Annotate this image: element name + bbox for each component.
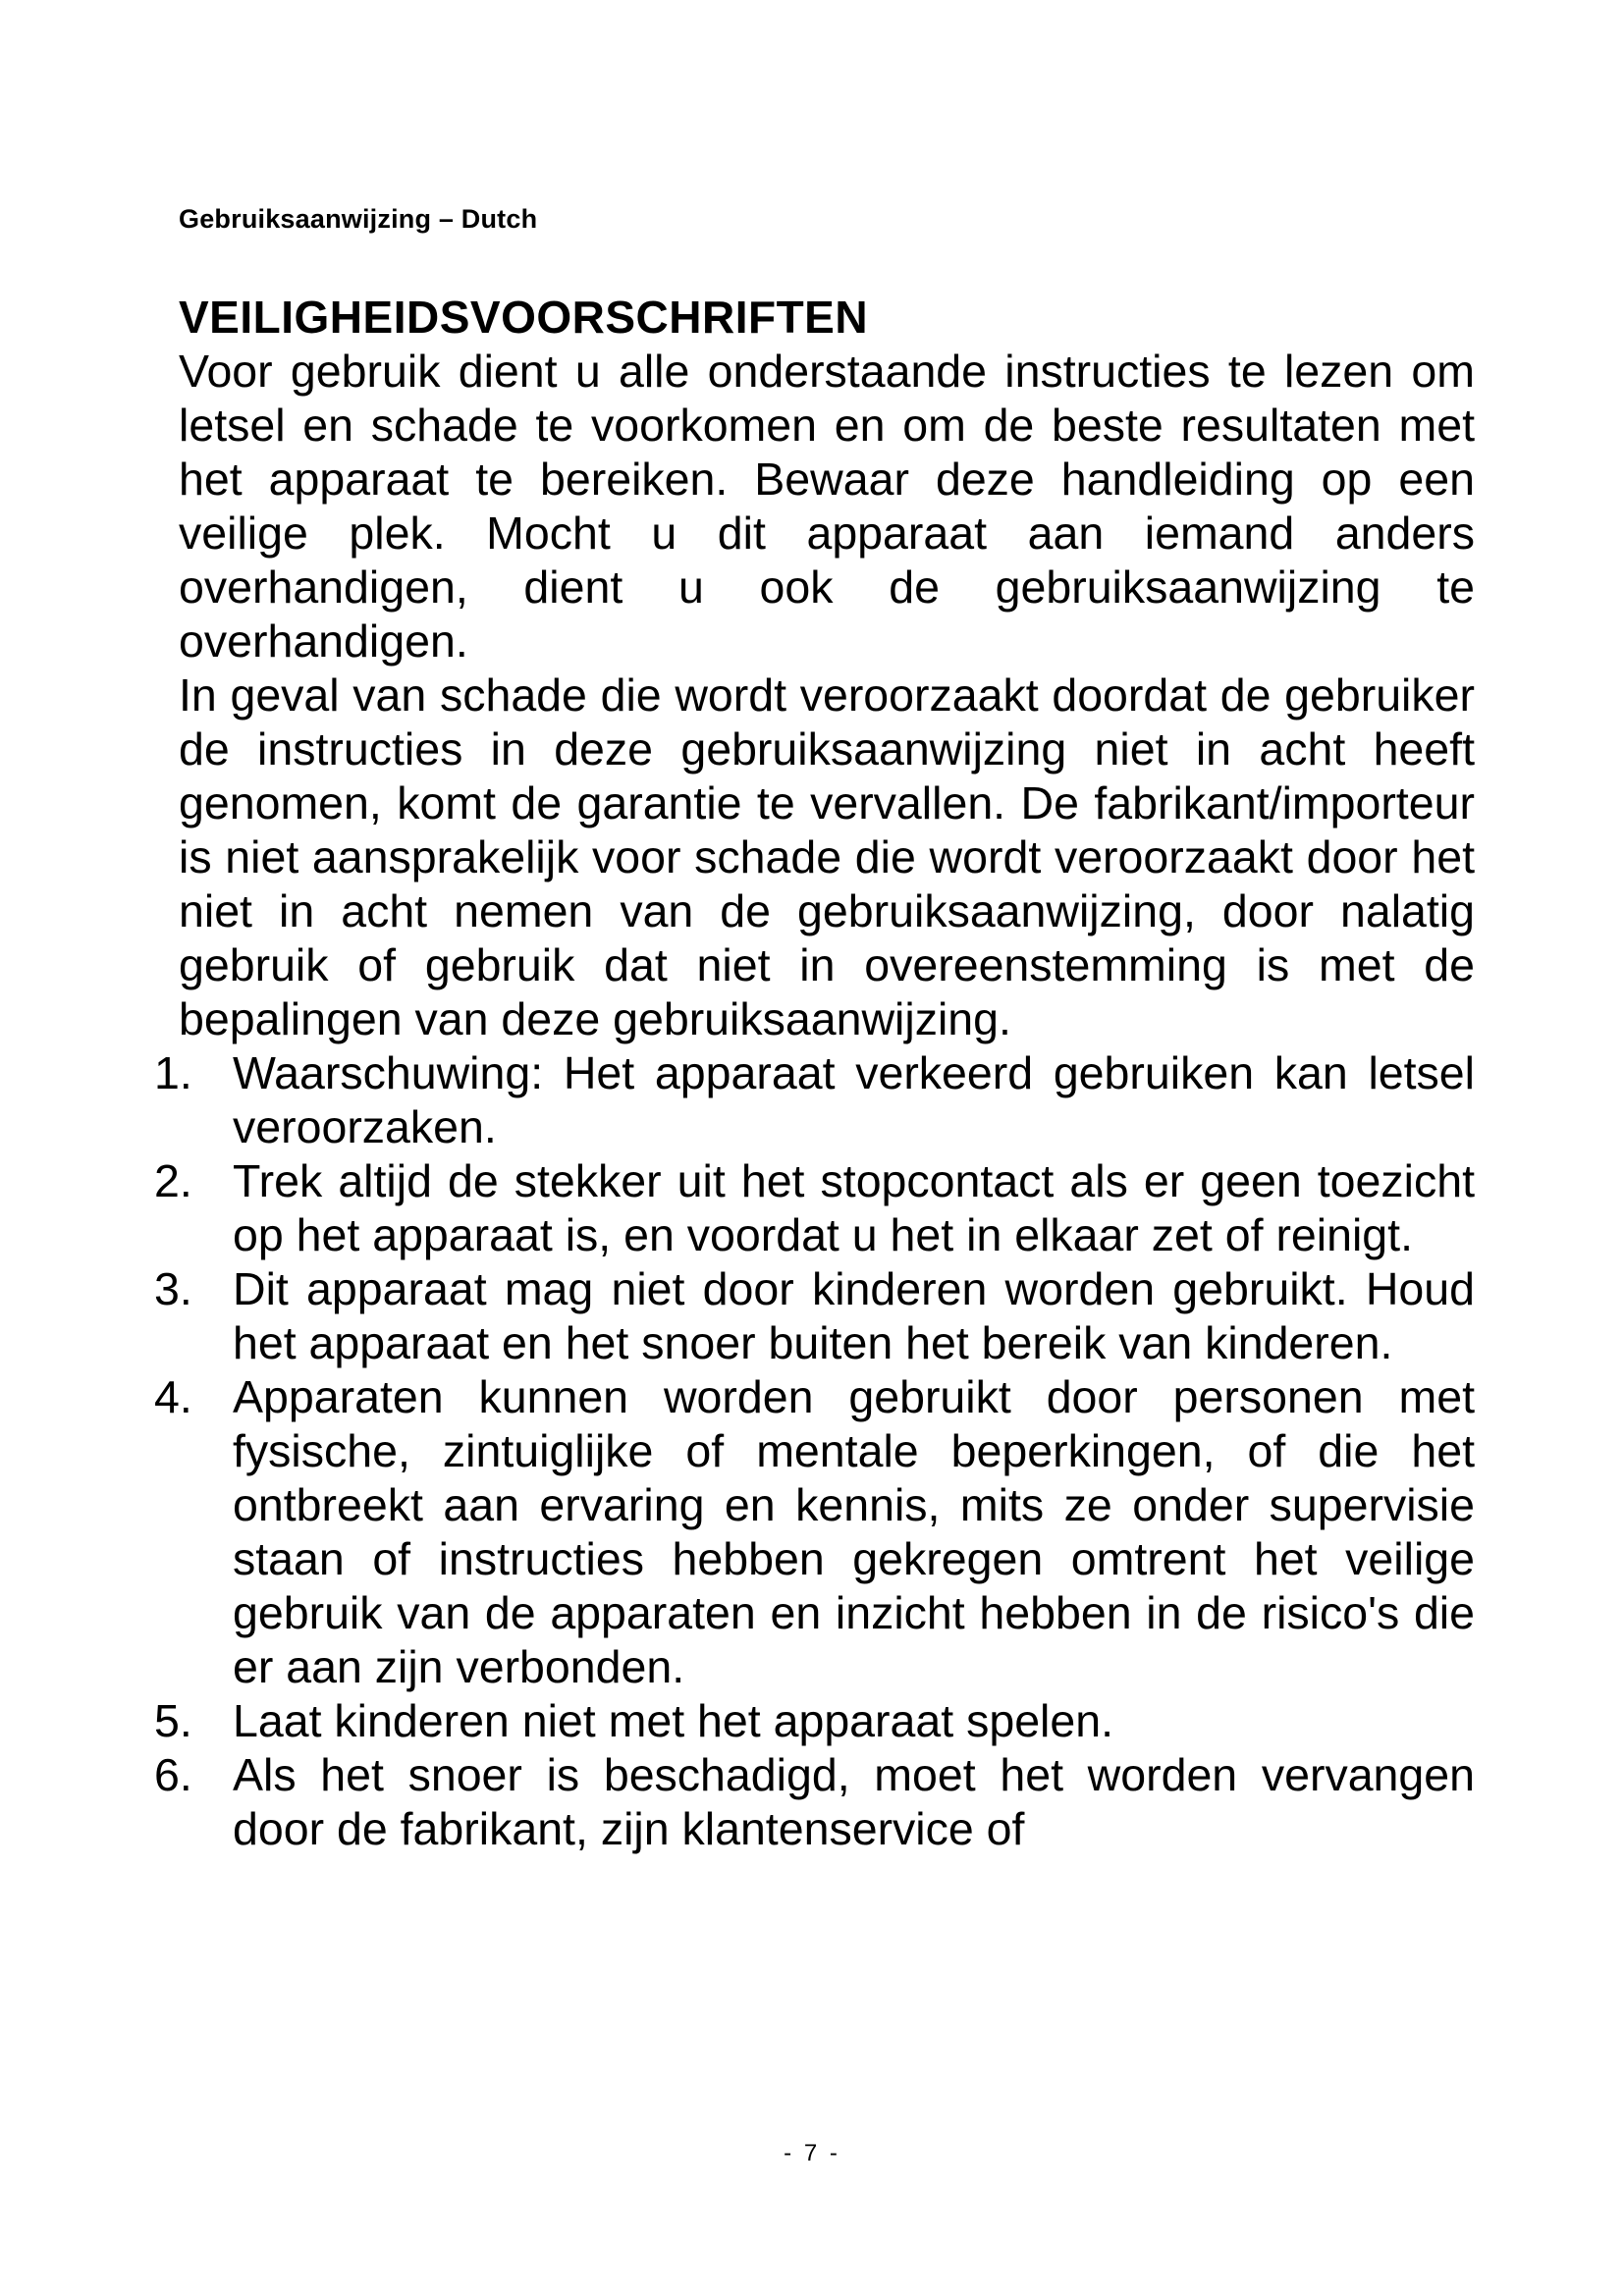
page-number: - 7 - (784, 2140, 840, 2166)
safety-rules-list (154, 1046, 1475, 1856)
list-item (154, 1748, 1475, 1856)
list-item-text: Dit apparaat mag niet door kinderen worden gebruikt. Houd het apparaat en het snoer buiten het bereik van kinderen. (233, 1263, 1475, 1368)
list-item-number: 4. (154, 1371, 192, 1422)
list-item-text: Trek altijd de stekker uit het stopcontact als er geen toezicht op het apparaat is, en voordat u het in elkaar zet of reinigt. (233, 1155, 1475, 1260)
list-item (154, 1046, 1475, 1154)
list-item (154, 1262, 1475, 1370)
list-item-text: Waarschuwing: Het apparaat verkeerd gebruiken kan letsel veroorzaken. (233, 1047, 1475, 1152)
list-item-text: Als het snoer is beschadigd, moet het worden vervangen door de fabrikant, zijn klantenservice of (233, 1749, 1475, 1854)
list-item-text: Laat kinderen niet met het apparaat spelen. (233, 1695, 1114, 1746)
list-item-text: Apparaten kunnen worden gebruikt door personen met fysische, zintuiglijke of mentale beperkingen, of die het ontbreekt aan ervaring en kennis, mits ze onder supervisie staan of instructies hebben gekregen omtrent het veilige gebruik van de apparaten en inzicht hebben in de risico's die er aan zijn verbonden. (233, 1371, 1475, 1692)
list-item (154, 1694, 1475, 1748)
list-item (154, 1370, 1475, 1694)
list-item-number: 5. (154, 1695, 192, 1746)
list-item-number: 3. (154, 1263, 192, 1314)
list-item-number: 2. (154, 1155, 192, 1206)
list-item-number: 1. (154, 1047, 192, 1098)
list-item-number: 6. (154, 1749, 192, 1800)
safety-section (154, 290, 1475, 1856)
intro-paragraph: Voor gebruik dient u alle onderstaande instructies te lezen om letsel en schade te voorkomen en om de beste resultaten met het apparaat te bereiken. Bewaar deze handleiding op een veilige plek. Mocht u dit apparaat aan iemand anders overhandigen, dient u ook de gebruiksaanwijzing te overhandigen. (179, 346, 1475, 667)
list-item (154, 1154, 1475, 1262)
liability-paragraph: In geval van schade die wordt veroorzaakt doordat de gebruiker de instructies in deze gebruiksaanwijzing niet in acht heeft genomen, komt de garantie te vervallen. De fabrikant/importeur is niet aansprakelijk voor schade die wordt veroorzaakt door het niet in acht nemen van de gebruiksaanwijzing, door nalatig gebruik of gebruik dat niet in overeenstemming is met de bepalingen van deze gebruiksaanwijzing. (179, 669, 1475, 1044)
running-header: Gebruiksaanwijzing – Dutch (179, 204, 538, 234)
section-title: VEILIGHEIDSVOORSCHRIFTEN (179, 292, 869, 343)
